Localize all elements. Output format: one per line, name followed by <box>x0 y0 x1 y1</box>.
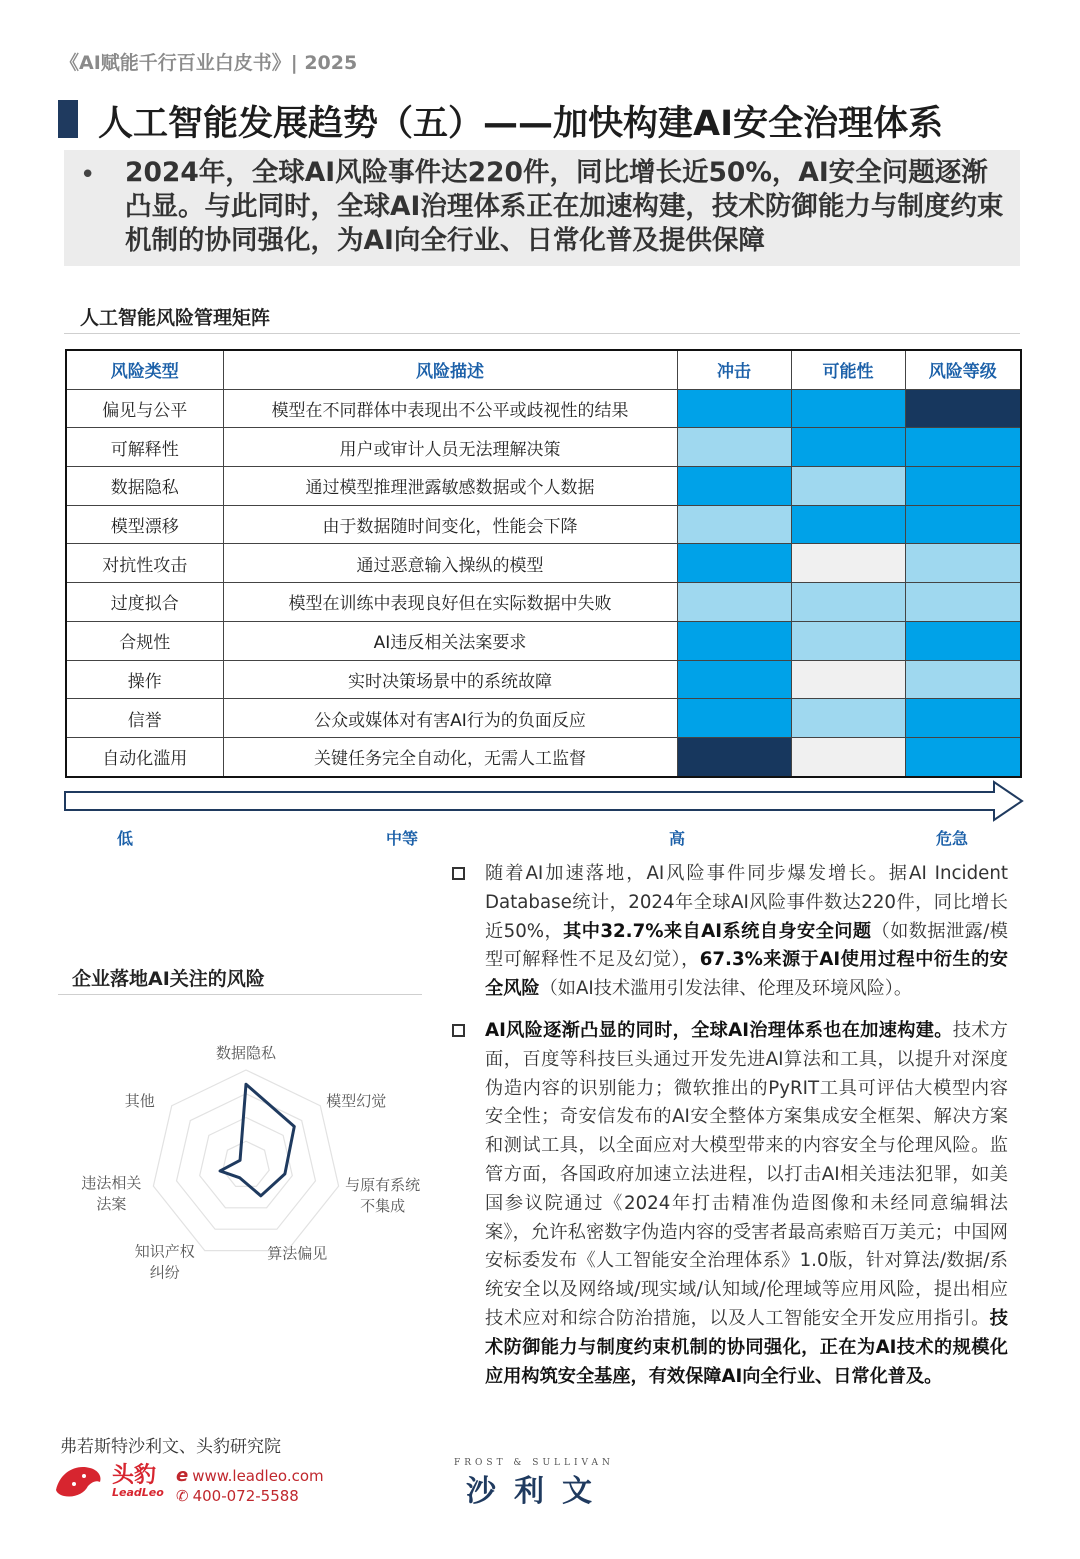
risk-desc-cell: 实时决策场景中的系统故障 <box>223 660 677 699</box>
leopard-icon <box>54 1460 104 1500</box>
risk-desc-cell: 通过恶意输入操纵的模型 <box>223 544 677 583</box>
checkbox-bullet-icon <box>452 1024 465 1037</box>
divider <box>58 994 422 995</box>
column-header: 风险描述 <box>223 350 677 389</box>
table-row <box>66 660 1021 699</box>
impact-cell-high <box>677 467 791 506</box>
radar-axis-label: 算法偏见 <box>267 1244 328 1263</box>
risk-type-cell: 偏见与公平 <box>66 389 223 428</box>
risk-level-cell-critical <box>905 389 1021 428</box>
brand-cn: 头豹 <box>112 1463 157 1488</box>
frost-sullivan-logo: 沙利文 <box>466 1474 610 1509</box>
column-header: 可能性 <box>791 350 905 389</box>
likelihood-cell-medium <box>791 621 905 660</box>
risk-desc-cell: AI违反相关法案要求 <box>223 621 677 660</box>
column-header: 冲击 <box>677 350 791 389</box>
risk-type-cell: 自动化滥用 <box>66 737 223 776</box>
risk-scale-arrow <box>64 780 1028 822</box>
text-run: 技术方面，百度等科技巨头通过开发先进AI算法和工具，以提升对深度伪造内容的识别能力；微软推出的PyRIT工具可评估大模型内容安全性；奇安信发布的AI安全整体方案集成安全框架、解决方案和测试工具，以全面应对大模型带来的内容安全与伦理风险。监管方面，各国政府加速立法进程，以打击AI相关违法犯罪，如美国参议院通过《2024年打击精准伪造图像和未经同意编辑法案》，允许私密数字伪造内容的受害者最高索赔百万美元；中国网安标委发布《人工智能安全治理体系》1.0版，针对算法/数据/系统安全以及网络域/现实域/认知域/伦理域等应用风险，提出相应技术应对和综合防治措施，以及人工智能安全开发应用指引。 <box>485 1020 1008 1329</box>
table-row <box>66 544 1021 583</box>
likelihood-cell-high <box>791 505 905 544</box>
radar-grid-ring <box>223 1141 269 1186</box>
impact-cell-high <box>677 660 791 699</box>
phone-row <box>176 1487 299 1505</box>
likelihood-cell-high <box>791 389 905 428</box>
paragraph-governance <box>452 1017 1008 1391</box>
source-note: 弗若斯特沙利文、头豹研究院 <box>60 1437 281 1457</box>
impact-cell-high <box>677 621 791 660</box>
paragraph-incidents <box>452 860 1008 1004</box>
risk-level-cell-high <box>905 699 1021 738</box>
likelihood-cell-high <box>791 428 905 467</box>
phone-icon: ✆ <box>176 1487 189 1505</box>
text-run-bold: 其中32.7%来自AI系统自身安全问题 <box>563 920 872 942</box>
table-row <box>66 505 1021 544</box>
table-row <box>66 583 1021 622</box>
title-accent-bar <box>58 100 78 138</box>
radar-axis-label: 与原有系统不集成 <box>345 1176 421 1216</box>
impact-cell-medium <box>677 428 791 467</box>
risk-desc-cell: 用户或审计人员无法理解决策 <box>223 428 677 467</box>
radar-grid-ring <box>177 1094 316 1229</box>
risk-level-cell-high <box>905 737 1021 776</box>
radar-grid-ring <box>200 1118 293 1208</box>
radar-axis-label: 违法相关法案 <box>81 1174 142 1214</box>
column-header: 风险类型 <box>66 350 223 389</box>
text-run: （如AI技术滥用引发法律、伦理及环境风险）。 <box>539 978 913 1000</box>
table-row <box>66 389 1021 428</box>
table-row <box>66 737 1021 776</box>
scale-label-medium: 中等 <box>386 829 419 848</box>
scale-label-high: 高 <box>669 829 686 848</box>
risk-desc-cell: 公众或媒体对有害AI行为的负面反应 <box>223 699 677 738</box>
risk-type-cell: 数据隐私 <box>66 467 223 506</box>
scale-label-low: 低 <box>117 829 134 848</box>
risk-type-cell: 模型漂移 <box>66 505 223 544</box>
table-header-row <box>66 350 1021 389</box>
risk-desc-cell: 模型在不同群体中表现出不公平或歧视性的结果 <box>223 389 677 428</box>
risk-level-cell-high <box>905 505 1021 544</box>
risk-type-cell: 信誉 <box>66 699 223 738</box>
column-header: 风险等级 <box>905 350 1021 389</box>
website-link[interactable]: www.leadleo.com <box>192 1467 324 1485</box>
risk-desc-cell: 模型在训练中表现良好但在实际数据中失败 <box>223 583 677 622</box>
phone-number: 400-072-5588 <box>192 1487 299 1505</box>
table-row <box>66 428 1021 467</box>
likelihood-cell-low <box>791 544 905 583</box>
radar-chart <box>60 1030 440 1282</box>
checkbox-bullet-icon <box>452 867 465 880</box>
impact-cell-critical <box>677 737 791 776</box>
risk-type-cell: 过度拟合 <box>66 583 223 622</box>
scale-label-critical: 危急 <box>936 829 969 848</box>
web-icon: e <box>176 1465 189 1486</box>
risk-level-cell-high <box>905 428 1021 467</box>
risk-type-cell: 对抗性攻击 <box>66 544 223 583</box>
radar-axis-label: 其他 <box>124 1091 155 1110</box>
risk-desc-cell: 由于数据随时间变化，性能会下降 <box>223 505 677 544</box>
website-row[interactable] <box>176 1465 324 1486</box>
risk-type-cell: 可解释性 <box>66 428 223 467</box>
radar-axis-label: 知识产权纠纷 <box>134 1242 195 1282</box>
text-run-bold: AI风险逐渐凸显的同时，全球AI治理体系也在加速构建。 <box>485 1020 953 1041</box>
summary-text: 2024年，全球AI风险事件达220件，同比增长近50%，AI安全问题逐渐凸显。与此同时，全球AI治理体系正在加速构建，技术防御能力与制度约束机制的协同强化，为AI向全行业、日常化普及提供保障 <box>125 157 1004 256</box>
impact-cell-high <box>677 699 791 738</box>
impact-cell-medium <box>677 505 791 544</box>
page-title: 人工智能发展趋势（五）——加快构建AI安全治理体系 <box>98 104 944 144</box>
frost-sullivan-caption: FROST & SULLIVAN <box>454 1458 614 1468</box>
table-row <box>66 467 1021 506</box>
report-tag: 《AI赋能千行百业白皮书》| 2025 <box>60 52 358 74</box>
divider <box>64 333 1020 334</box>
brand-en: LeadLeo <box>112 1486 164 1499</box>
risk-desc-cell: 关键任务完全自动化，无需人工监督 <box>223 737 677 776</box>
likelihood-cell-medium <box>791 699 905 738</box>
radar-axis-label: 模型幻觉 <box>326 1091 387 1110</box>
impact-cell-medium <box>677 583 791 622</box>
risk-level-cell-high <box>905 467 1021 506</box>
likelihood-cell-medium <box>791 467 905 506</box>
table-row <box>66 699 1021 738</box>
text-run-bold: 技术防御能力与制度约束机制的协同强化，正在为AI技术的规模化应用构筑安全基座，有效保障AI向全行业、日常化普及。 <box>485 1307 1008 1387</box>
text-run: （如数据泄露/模型可解释性不足及幻觉）， <box>485 920 1008 971</box>
radar-title: 企业落地AI关注的风险 <box>72 968 265 990</box>
risk-level-cell-medium <box>905 583 1021 622</box>
risk-level-cell-medium <box>905 660 1021 699</box>
risk-type-cell: 操作 <box>66 660 223 699</box>
impact-cell-high <box>677 389 791 428</box>
table-row <box>66 621 1021 660</box>
radar-axis-label: 数据隐私 <box>215 1044 277 1062</box>
likelihood-cell-medium <box>791 583 905 622</box>
risk-desc-cell: 通过模型推理泄露敏感数据或个人数据 <box>223 467 677 506</box>
risk-level-cell-medium <box>905 544 1021 583</box>
leadleo-logo <box>54 1458 174 1502</box>
likelihood-cell-low <box>791 737 905 776</box>
text-run: 随着AI加速落地，AI风险事件同步爆发增长。据AI Incident Database统计，2024年全球AI风险事件数达220件，同比增长近50%， <box>485 863 1008 942</box>
summary-bullet: • <box>80 160 96 190</box>
likelihood-cell-low <box>791 660 905 699</box>
risk-type-cell: 合规性 <box>66 621 223 660</box>
risk-level-cell-high <box>905 621 1021 660</box>
risk-matrix-table <box>65 349 1022 778</box>
text-run-bold: 67.3%来源于AI使用过程中衍生的安全风险 <box>485 949 1008 1000</box>
matrix-title: 人工智能风险管理矩阵 <box>80 307 271 329</box>
impact-cell-high <box>677 544 791 583</box>
